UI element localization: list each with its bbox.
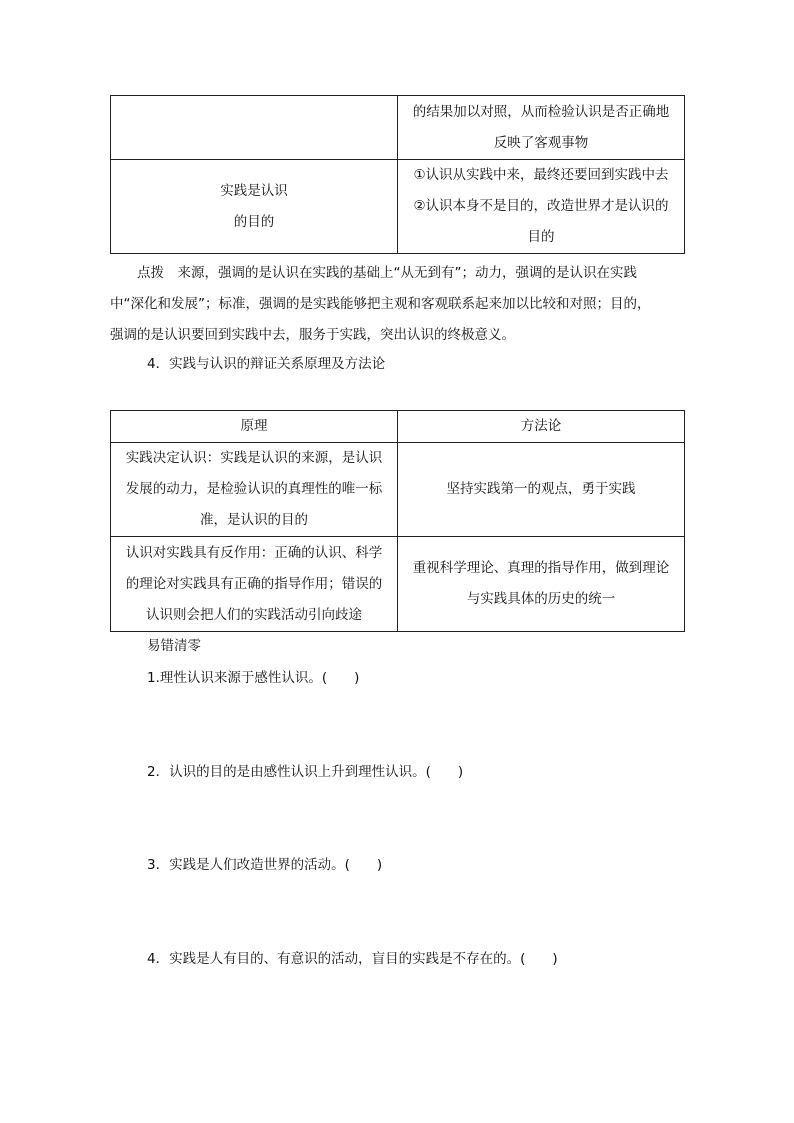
section-title: 4．实践与认识的辩证关系原理及方法论: [147, 356, 386, 372]
table-cell: ①认识从实践中来，最终还要回到实践中去 ②认识本身不是目的，改造世界才是认识的 目的: [398, 160, 685, 254]
table-cell: 的结果加以对照，从而检验认识是否正确地 反映了客观事物: [398, 96, 685, 160]
table-cell: [111, 96, 398, 160]
table-cell: 实践决定认识：实践是认识的来源，是认识 发展的动力，是检验认识的真理性的唯一标 准，是认识的目的: [111, 443, 398, 537]
tip-paragraph: 点拨 来源，强调的是认识在实践的基础上“从无到有”；动力，强调的是认识在实践 中“深化和发展”；标准，强调的是实践能够把主观和客观联系起来加以比较和对照；目的， 强调的是认识要回到实践中去，服务于实践，突出认识的终极意义。: [110, 265, 651, 343]
table-row: [111, 537, 685, 632]
question-1: 1.理性认识来源于感性认识。( ): [147, 670, 360, 686]
table-cell: 实践是认识 的目的: [111, 160, 398, 254]
table-cell: 重视科学理论、真理的指导作用，做到理论 与实践具体的历史的统一: [398, 537, 685, 632]
table-row: [111, 443, 685, 537]
table-row: [111, 96, 685, 160]
question-4: 4．实践是人有目的、有意识的活动，盲目的实践是不存在的。( ): [147, 951, 558, 967]
table-practice-cognition-continued: [110, 95, 685, 254]
question-3: 3．实践是人们改造世界的活动。( ): [147, 857, 383, 873]
table-principle-methodology: [110, 410, 685, 632]
table-cell: 认识对实践具有反作用：正确的认识、科学 的理论对实践具有正确的指导作用；错误的 认识则会把人们的实践活动引向歧途: [111, 537, 398, 632]
column-header-principle: 原理: [111, 411, 398, 443]
errors-title: 易错清零: [147, 638, 201, 654]
question-2: 2．认识的目的是由感性认识上升到理性认识。( ): [147, 764, 464, 780]
column-header-methodology: 方法论: [398, 411, 685, 443]
table-row: [111, 160, 685, 254]
table-header-row: [111, 411, 685, 443]
table-cell: 坚持实践第一的观点，勇于实践: [398, 443, 685, 537]
